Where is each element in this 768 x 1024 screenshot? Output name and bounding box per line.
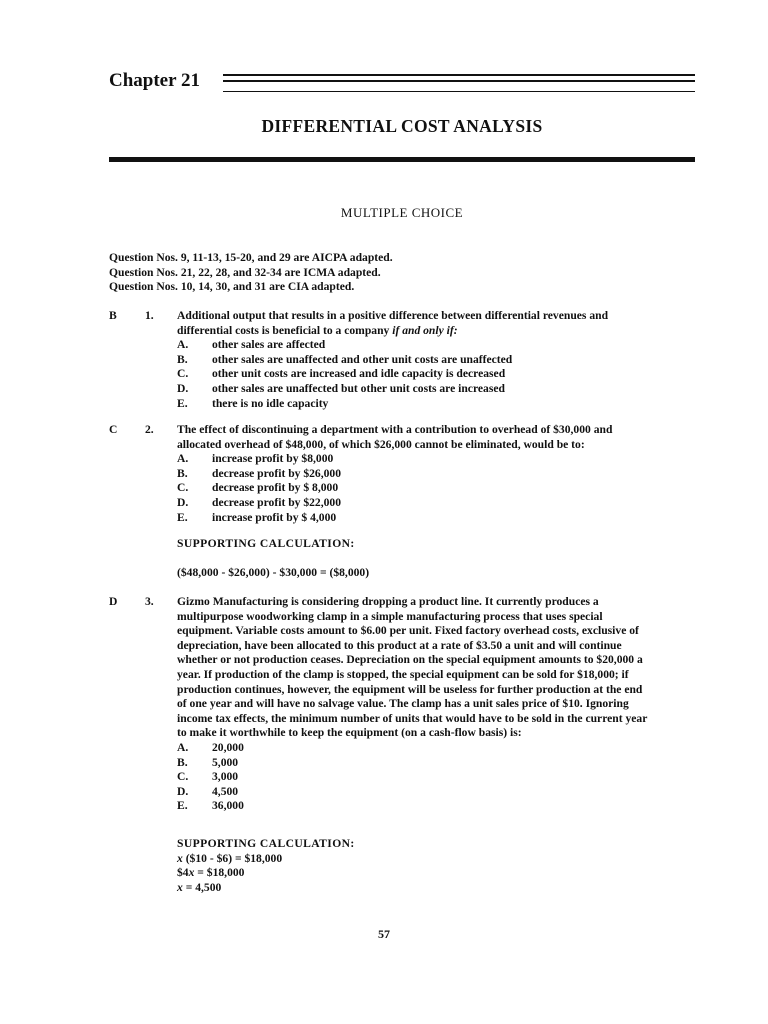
question-stem-line: Additional output that results in a positive difference between differential revenues and: [177, 309, 609, 322]
option: [177, 467, 612, 482]
question-stem-line: depreciation, have been allocated to this product at a rate of $3.50 a unit and will continue: [177, 638, 622, 652]
question-stem-line: [177, 324, 608, 339]
variable: x: [177, 880, 183, 894]
option-letter: C.: [177, 481, 189, 495]
source-notes: [109, 251, 393, 295]
stem-emphasis: if and only if:: [392, 323, 458, 337]
option-text: other sales are unaffected and other unit costs are unaffected: [212, 352, 513, 366]
option: [177, 382, 608, 397]
calculation-text: ($10 - $6) = $18,000: [182, 851, 283, 865]
option-text: increase profit by $8,000: [212, 452, 334, 466]
option: [177, 785, 647, 800]
option: [177, 496, 612, 511]
question-body: [177, 595, 647, 814]
option: [177, 397, 608, 412]
source-note: Question Nos. 9, 11-13, 15-20, and 29 are AICPA adapted.: [109, 251, 393, 264]
supporting-calculation-heading: SUPPORTING CALCULATION:: [177, 537, 355, 550]
calculation-line: [177, 866, 355, 881]
question-stem-line: production continues, however, the equipment will be useless for further production at the end: [177, 682, 643, 696]
option-letter: E.: [177, 396, 188, 410]
option-text: 5,000: [212, 755, 239, 769]
chapter-heading: Chapter 21: [109, 70, 200, 91]
variable: x: [188, 866, 195, 880]
question-stem-line: Gizmo Manufacturing is considering dropping a product line. It currently produces a: [177, 595, 599, 608]
header-rule: [223, 80, 695, 82]
question-stem-line: of one year and will have no salvage value. The clamp has a unit sales price of $10. Ignoring: [177, 697, 629, 711]
answer-key: C: [109, 423, 118, 436]
question-stem-line: allocated overhead of $48,000, of which $26,000 cannot be eliminated, would be to:: [177, 437, 585, 451]
variable: x: [177, 851, 183, 865]
question-stem-line: The effect of discontinuing a department with a contribution to overhead of $30,000 and: [177, 423, 613, 436]
option-letter: D.: [177, 784, 189, 798]
option-text: decrease profit by $26,000: [212, 466, 342, 480]
option: [177, 481, 612, 496]
option: [177, 770, 647, 785]
question-stem-line: year. If production of the clamp is stopped, the special equipment can be sold for $18,000; if: [177, 667, 629, 681]
calculation-text: $4: [177, 866, 189, 880]
question-stem-line: equipment. Variable costs amount to $6.00 per unit. Fixed factory overhead costs, exclusive of: [177, 624, 639, 638]
option: [177, 799, 647, 814]
option-letter: D.: [177, 495, 189, 509]
answer-key: D: [109, 595, 118, 608]
stem-text: differential costs is beneficial to a company: [177, 323, 393, 337]
option-letter: B.: [177, 466, 188, 480]
option-letter: E.: [177, 510, 188, 524]
question-stem-line: multipurpose woodworking clamp in a simple manufacturing process that uses special: [177, 609, 603, 623]
calculation-text: = $18,000: [194, 866, 245, 880]
option-text: 4,500: [212, 784, 239, 798]
option: [177, 353, 608, 368]
option-text: 36,000: [212, 799, 244, 813]
option-text: other unit costs are increased and idle capacity is decreased: [212, 367, 506, 381]
calculation-line: [177, 852, 355, 867]
option: [177, 367, 608, 382]
option-letter: E.: [177, 799, 188, 813]
option-text: increase profit by $ 4,000: [212, 510, 337, 524]
option-text: decrease profit by $ 8,000: [212, 481, 339, 495]
option-text: 3,000: [212, 770, 239, 784]
option-text: other sales are affected: [212, 338, 326, 352]
option: [177, 511, 612, 526]
option-text: there is no idle capacity: [212, 396, 329, 410]
question-stem-line: to make it worthwhile to keep the equipment (on a cash-flow basis) is:: [177, 726, 522, 740]
question-stem-line: whether or not production ceases. Depreciation on the special equipment amounts to $20,000 a: [177, 653, 643, 667]
option-letter: A.: [177, 740, 189, 754]
option-letter: A.: [177, 452, 189, 466]
header-rule: [223, 91, 695, 92]
question-number: 2.: [145, 423, 154, 436]
calculation-line: [177, 881, 355, 896]
question-number: 3.: [145, 595, 154, 608]
supporting-calculation-block: [177, 837, 355, 895]
question-stem-line: income tax effects, the minimum number of units that would have to be sold in the current year: [177, 711, 648, 725]
option-letter: D.: [177, 381, 189, 395]
option-text: other sales are unaffected but other unit costs are increased: [212, 381, 505, 395]
title-rule: [109, 157, 695, 162]
source-note: Question Nos. 21, 22, 28, and 32-34 are ICMA adapted.: [109, 265, 381, 279]
supporting-calculation: ($48,000 - $26,000) - $30,000 = ($8,000): [177, 566, 370, 579]
header-rule: [223, 74, 695, 76]
supporting-calculation-heading: SUPPORTING CALCULATION:: [177, 837, 355, 850]
option: [177, 756, 647, 771]
option-letter: C.: [177, 367, 189, 381]
option-letter: B.: [177, 755, 188, 769]
option: [177, 452, 612, 467]
question-body: [177, 423, 612, 525]
option-letter: B.: [177, 352, 188, 366]
option-letter: A.: [177, 338, 189, 352]
section-heading: MULTIPLE CHOICE: [340, 205, 464, 220]
answer-key: B: [109, 309, 117, 322]
page-number: 57: [378, 927, 390, 941]
option-text: decrease profit by $22,000: [212, 495, 342, 509]
option-text: 20,000: [212, 740, 244, 754]
source-note: Question Nos. 10, 14, 30, and 31 are CIA adapted.: [109, 280, 355, 294]
option: [177, 338, 608, 353]
calculation-text: = 4,500: [182, 880, 222, 894]
option-letter: C.: [177, 770, 189, 784]
question-body: [177, 309, 608, 411]
question-number: 1.: [145, 309, 154, 322]
chapter-title: DIFFERENTIAL COST ANALYSIS: [261, 116, 543, 136]
option: [177, 741, 647, 756]
